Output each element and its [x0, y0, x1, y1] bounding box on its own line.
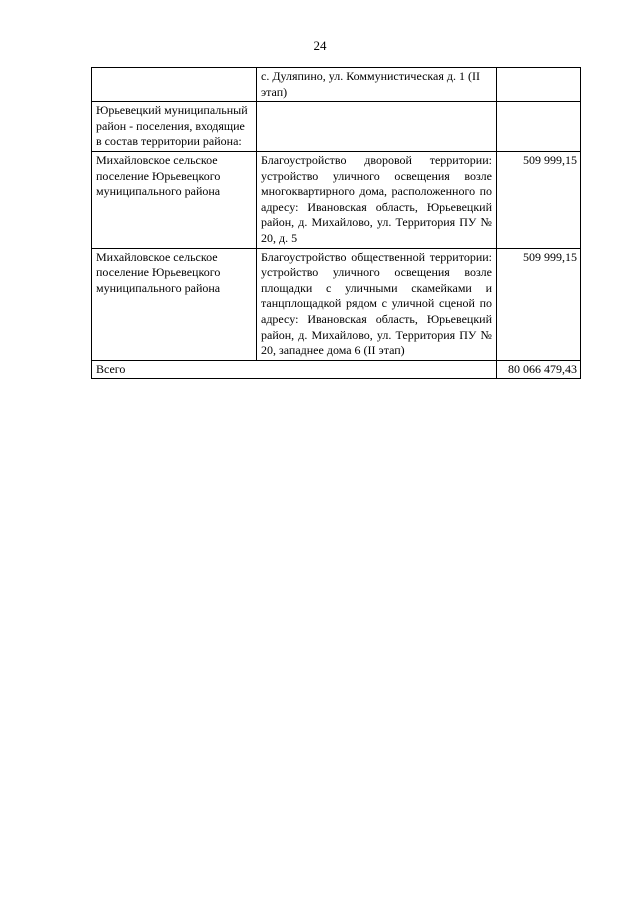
amount-cell: 509 999,15: [497, 151, 581, 248]
description-cell: Благоустройство дворовой территории: устройство уличного освещения возле многоквартирного дома, расположенного по адресу: Ивановская область, Юрьевецкий район, д. Михайлово, ул. Территория ПУ № 20, д. 5: [257, 151, 497, 248]
total-label: Всего: [92, 360, 497, 379]
amount-cell: [497, 68, 581, 102]
page-number: 24: [313, 38, 327, 53]
description-cell: [257, 102, 497, 152]
table-row: [92, 102, 581, 152]
amount-cell: [497, 102, 581, 152]
description-cell: Благоустройство общественной территории: устройство уличного освещения возле площадки с уличными скамейками и танцплощадкой рядом с уличной сценой по адресу: Ивановская область, Юрьевецкий район, д. Михайлово, ул. Территория ПУ № 20, западнее дома 6 (II этап): [257, 248, 497, 360]
table-row: [92, 68, 581, 102]
municipality-cell: Михайловское сельское поселение Юрьевецкого муниципального района: [92, 151, 257, 248]
table-row: [92, 248, 581, 360]
municipality-cell: Юрьевецкий муниципальный район - поселения, входящие в состав территории района:: [92, 102, 257, 152]
total-amount: 80 066 479,43: [497, 360, 581, 379]
municipality-cell: [92, 68, 257, 102]
total-row: [92, 360, 581, 379]
amount-cell: 509 999,15: [497, 248, 581, 360]
description-cell: с. Дуляпино, ул. Коммунистическая д. 1 (II этап): [257, 68, 497, 102]
table-row: [92, 151, 581, 248]
budget-table: [91, 67, 581, 379]
municipality-cell: Михайловское сельское поселение Юрьевецкого муниципального района: [92, 248, 257, 360]
